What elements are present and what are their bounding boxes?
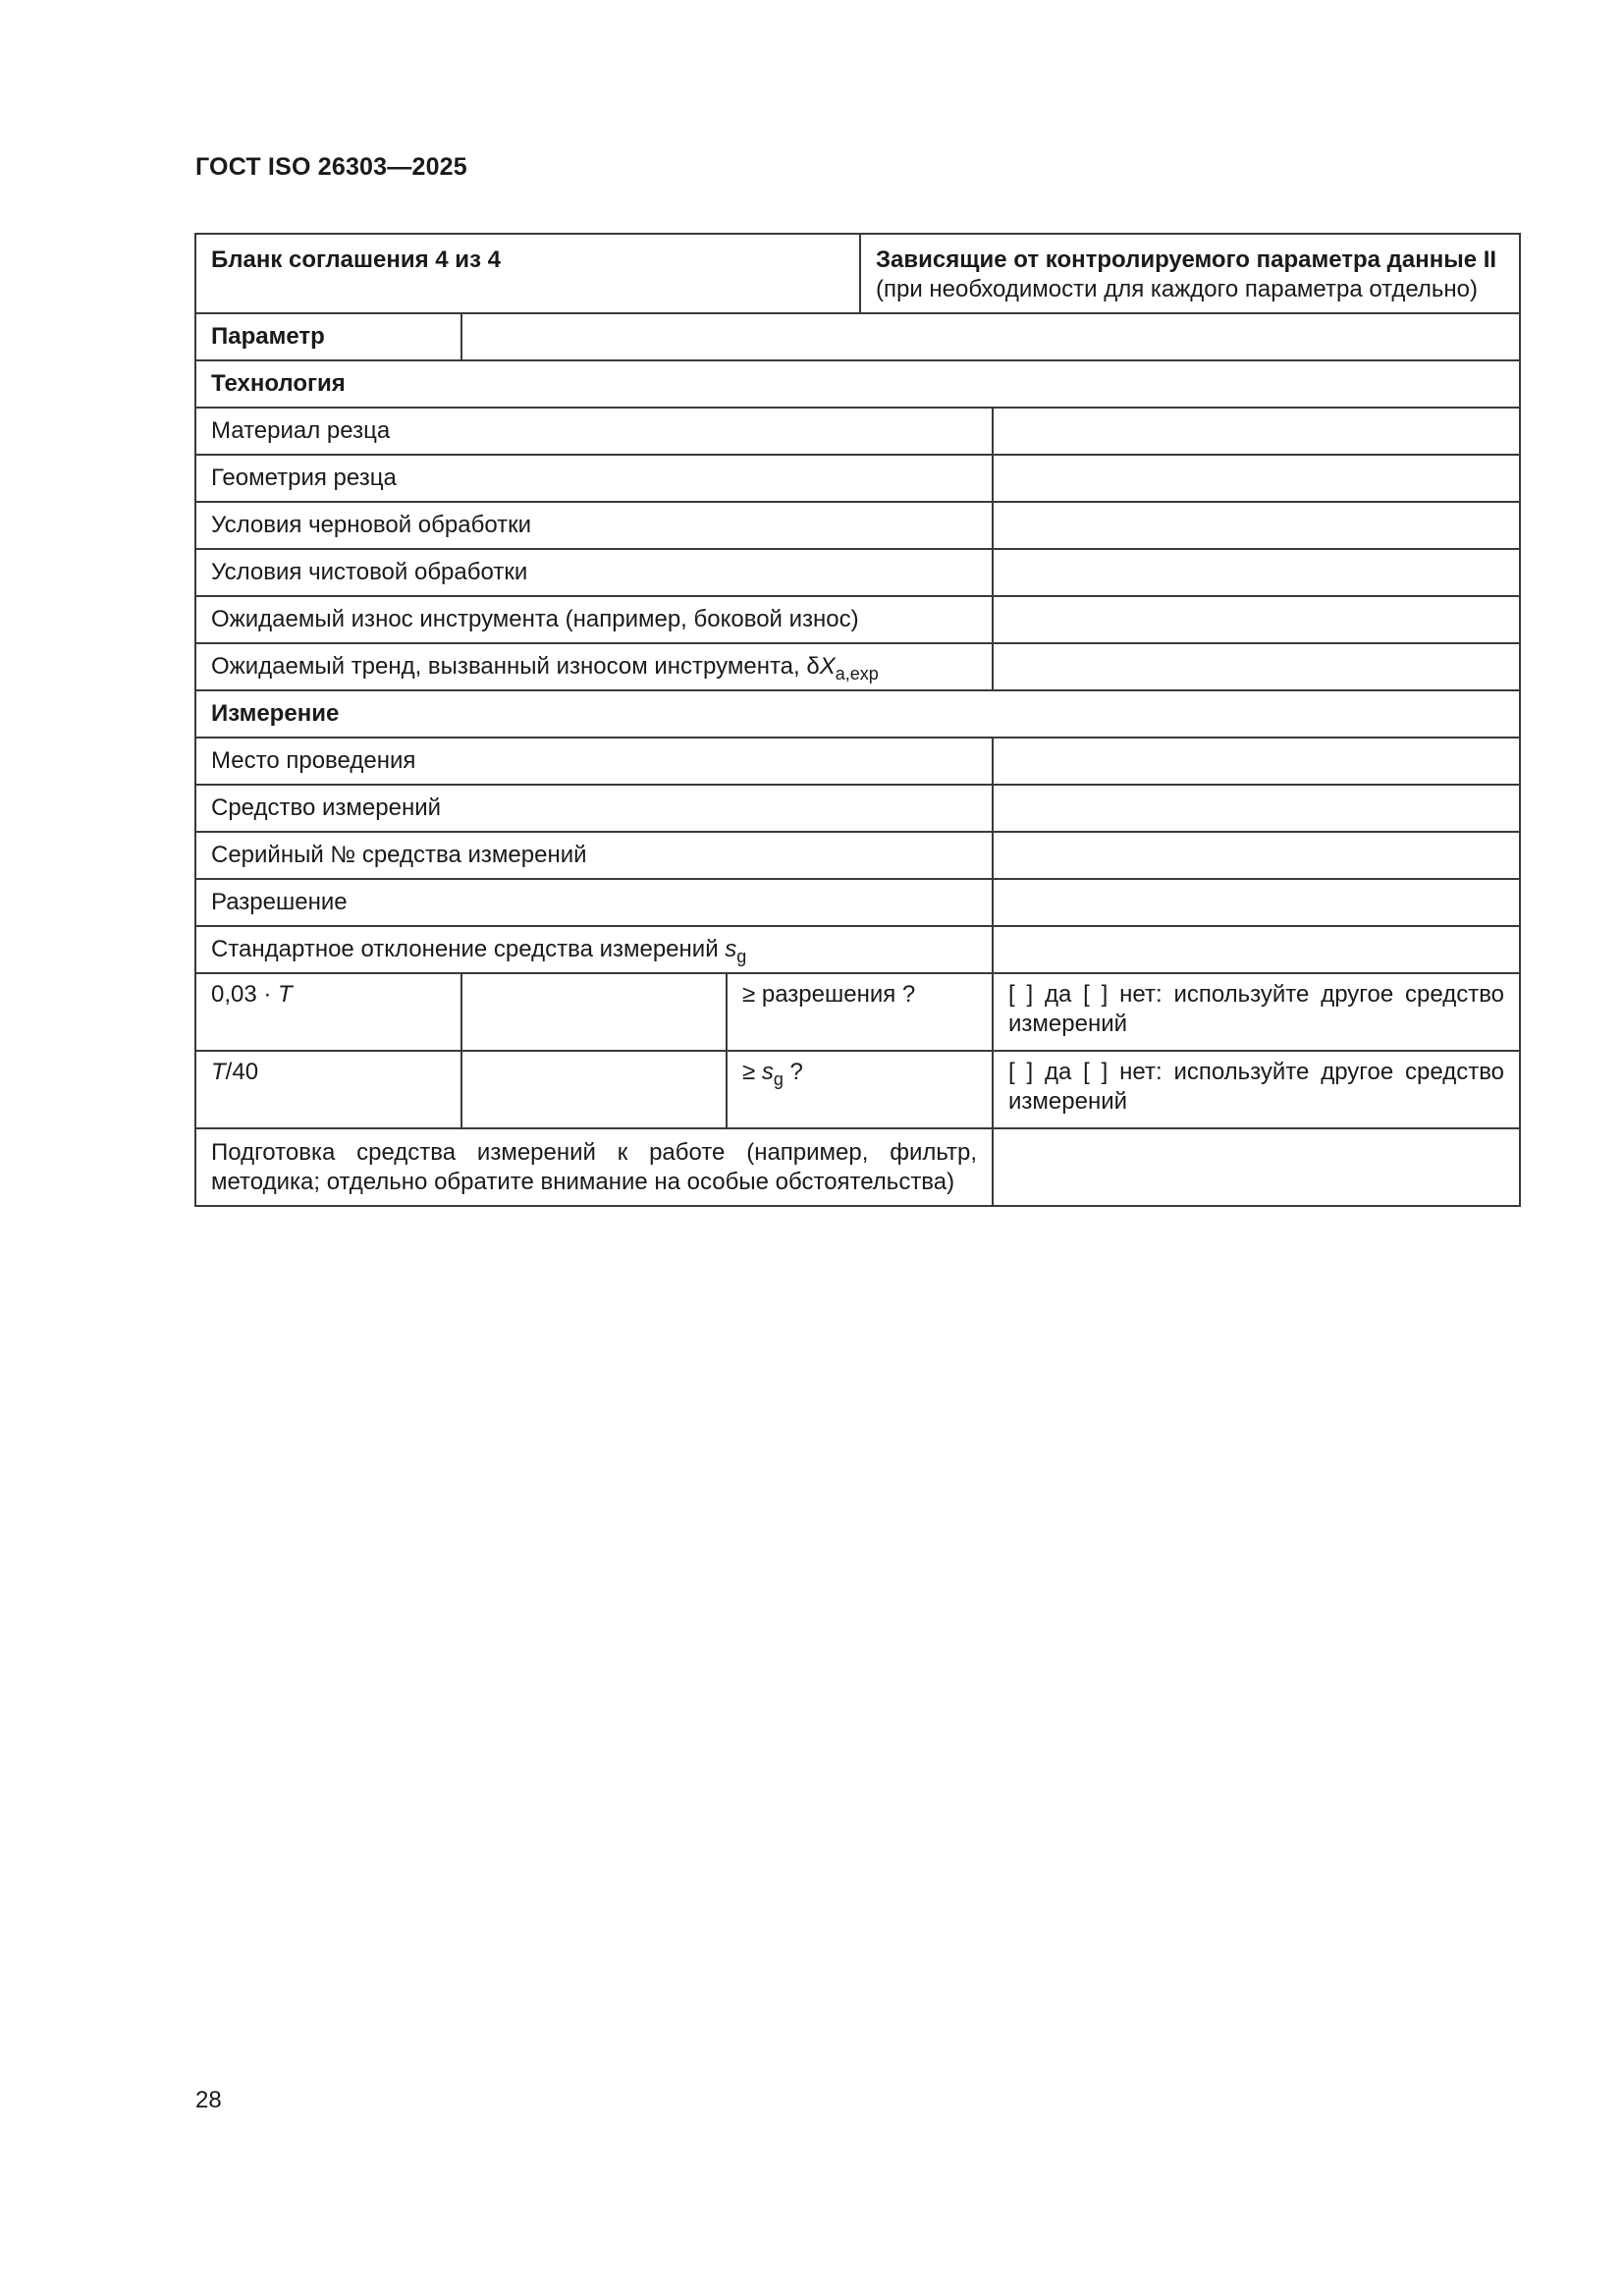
table-row xyxy=(195,408,1520,455)
row-value-field[interactable] xyxy=(993,879,1520,926)
form-header-row xyxy=(195,234,1520,313)
table-row xyxy=(195,879,1520,926)
table-row xyxy=(195,738,1520,785)
form-title: Бланк соглашения 4 из 4 xyxy=(195,234,860,313)
check-condition xyxy=(727,973,993,1051)
row-label: Условия чистовой обработки xyxy=(195,549,993,596)
stddev-value-field[interactable] xyxy=(993,926,1520,973)
preparation-value-field[interactable] xyxy=(993,1128,1520,1206)
form-subtitle-note: (при необходимости для каждого параметра отдельно) xyxy=(876,276,1479,302)
row-value-field[interactable] xyxy=(993,596,1520,643)
table-row xyxy=(195,455,1520,502)
parameter-row xyxy=(195,313,1520,360)
preparation-row xyxy=(195,1128,1520,1206)
row-value-field[interactable] xyxy=(993,502,1520,549)
table-row xyxy=(195,596,1520,643)
trend-label xyxy=(195,643,993,690)
stddev-symbol: s xyxy=(725,936,737,962)
check-factor-symbol: T xyxy=(278,981,293,1008)
row-value-field[interactable] xyxy=(993,832,1520,879)
stddev-subscript: g xyxy=(736,947,747,966)
preparation-label: Подготовка средства измерений к работе (например, фильтр, методика; отдельно обратите внимание на особые обстоятельства) xyxy=(195,1128,993,1206)
table-row xyxy=(195,502,1520,549)
stddev-label-text: Стандартное отклонение средства измерений xyxy=(211,936,726,962)
check-condition-suffix: ? xyxy=(783,1059,803,1085)
parameter-label: Параметр xyxy=(195,313,461,360)
form-subtitle: Зависящие от контролируемого параметра данные II xyxy=(876,246,1497,273)
row-value-field[interactable] xyxy=(993,455,1520,502)
check-factor xyxy=(195,1051,461,1128)
trend-symbol: X xyxy=(819,653,836,680)
check-condition-prefix: ≥ разрешения ? xyxy=(742,981,916,1008)
row-label: Разрешение xyxy=(195,879,993,926)
table-row xyxy=(195,785,1520,832)
row-label: Место проведения xyxy=(195,738,993,785)
resolution-check-row xyxy=(195,973,1520,1051)
technology-section-heading: Технология xyxy=(195,360,1520,408)
parameter-value-field[interactable] xyxy=(461,313,1520,360)
check-condition-symbol: s xyxy=(761,1059,774,1085)
trend-subscript: a,exp xyxy=(835,664,879,683)
table-row xyxy=(195,832,1520,879)
check-condition-prefix: ≥ xyxy=(742,1059,762,1085)
row-label: Материал резца xyxy=(195,408,993,455)
measurement-section-row xyxy=(195,690,1520,738)
row-value-field[interactable] xyxy=(993,549,1520,596)
check-condition-subscript: g xyxy=(773,1069,784,1089)
row-label: Геометрия резца xyxy=(195,455,993,502)
row-label: Ожидаемый износ инструмента (например, боковой износ) xyxy=(195,596,993,643)
document-id: ГОСТ ISO 26303—2025 xyxy=(195,153,467,181)
check-condition xyxy=(727,1051,993,1128)
measurement-section-heading: Измерение xyxy=(195,690,1520,738)
stddev-label xyxy=(195,926,993,973)
row-value-field[interactable] xyxy=(993,408,1520,455)
check-factor-prefix: 0,03 · xyxy=(211,981,279,1008)
check-result-checkboxes[interactable]: [ ] да [ ] нет: используйте другое средство измерений xyxy=(993,1051,1520,1128)
trend-row xyxy=(195,643,1520,690)
check-factor-suffix: /40 xyxy=(225,1059,259,1085)
row-label: Средство измерений xyxy=(195,785,993,832)
page-number: 28 xyxy=(195,2087,222,2113)
trend-label-text: Ожидаемый тренд, вызванный износом инструмента, δ xyxy=(211,653,820,680)
check-factor-symbol: T xyxy=(211,1059,226,1085)
agreement-form-table xyxy=(194,233,1521,1207)
row-value-field[interactable] xyxy=(993,785,1520,832)
row-label: Условия черновой обработки xyxy=(195,502,993,549)
table-row xyxy=(195,549,1520,596)
check-value-field[interactable] xyxy=(461,1051,727,1128)
trend-value-field[interactable] xyxy=(993,643,1520,690)
check-value-field[interactable] xyxy=(461,973,727,1051)
form-subtitle-cell xyxy=(860,234,1520,313)
row-label: Серийный № средства измерений xyxy=(195,832,993,879)
check-result-checkboxes[interactable]: [ ] да [ ] нет: используйте другое средство измерений xyxy=(993,973,1520,1051)
row-value-field[interactable] xyxy=(993,738,1520,785)
technology-section-row xyxy=(195,360,1520,408)
stddev-check-row xyxy=(195,1051,1520,1128)
stddev-row xyxy=(195,926,1520,973)
check-factor xyxy=(195,973,461,1051)
